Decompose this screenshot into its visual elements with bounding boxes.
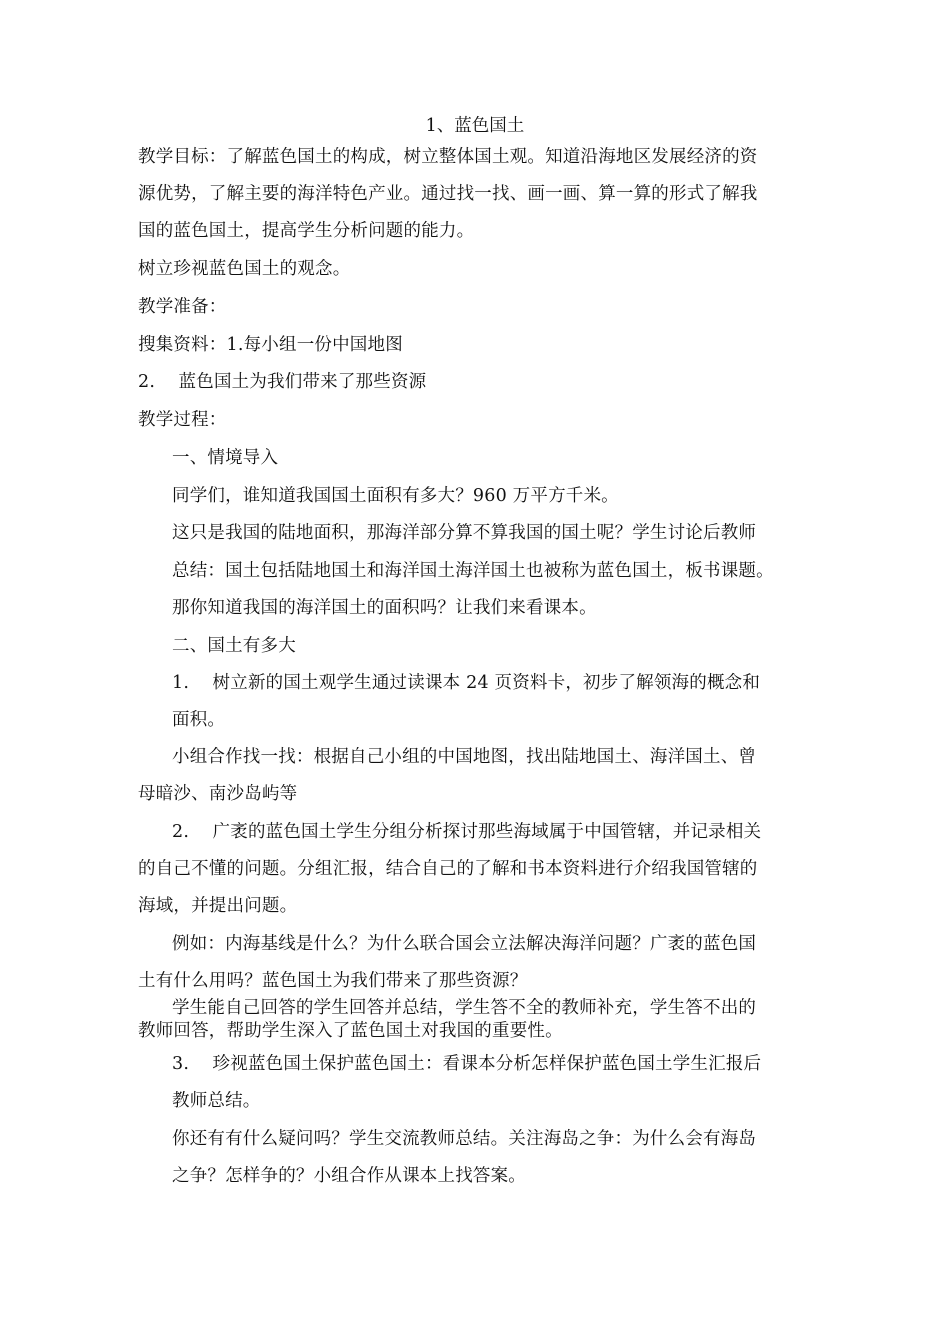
paragraph-line: 之争？怎样争的？小组合作从课本上找答案。 bbox=[172, 1166, 526, 1186]
objectives-line-2: 源优势，了解主要的海洋特色产业。通过找一找、画一画、算一算的形式了解我 bbox=[138, 184, 758, 204]
section-1-heading: 一、情境导入 bbox=[172, 448, 279, 468]
paragraph-line: 这只是我国的陆地面积，那海洋部分算不算我国的国土呢？学生讨论后教师 bbox=[172, 523, 757, 543]
paragraph-line: 那你知道我国的海洋国土的面积吗？让我们来看课本。 bbox=[172, 598, 597, 618]
paragraph-line: 教师回答，帮助学生深入了蓝色国土对我国的重要性。 bbox=[138, 1021, 563, 1041]
list-item-3-cont: 教师总结。 bbox=[172, 1091, 261, 1111]
page-title: 1、蓝色国土 bbox=[425, 116, 525, 136]
objectives-line-3: 国的蓝色国土，提高学生分析问题的能力。 bbox=[138, 221, 475, 241]
list-item-1: 1. 树立新的国土观学生通过读课本 24 页资料卡，初步了解领海的概念和 bbox=[172, 673, 761, 693]
list-item-2-cont: 海域，并提出问题。 bbox=[138, 896, 298, 916]
objectives-line-1: 教学目标：了解蓝色国土的构成，树立整体国土观。知道沿海地区发展经济的资 bbox=[138, 147, 758, 167]
process-heading: 教学过程： bbox=[138, 410, 227, 430]
paragraph-line: 土有什么用吗？蓝色国土为我们带来了那些资源？ bbox=[138, 971, 528, 991]
list-item-3: 3. 珍视蓝色国土保护蓝色国土：看课本分析怎样保护蓝色国土学生汇报后 bbox=[172, 1054, 762, 1074]
paragraph-line: 母暗沙、南沙岛屿等 bbox=[138, 784, 298, 804]
section-2-heading: 二、国土有多大 bbox=[172, 636, 296, 656]
paragraph-line: 你还有有什么疑问吗？学生交流教师总结。关注海岛之争：为什么会有海岛 bbox=[172, 1129, 757, 1149]
objectives-line-4: 树立珍视蓝色国土的观念。 bbox=[138, 259, 351, 279]
paragraph-line: 例如：内海基线是什么？为什么联合国会立法解决海洋问题？广袤的蓝色国 bbox=[172, 934, 757, 954]
paragraph-line: 小组合作找一找：根据自己小组的中国地图，找出陆地国土、海洋国土、曾 bbox=[172, 747, 757, 767]
list-item-2-cont: 的自己不懂的问题。分组汇报，结合自己的了解和书本资料进行介绍我国管辖的 bbox=[138, 859, 758, 879]
paragraph-line: 学生能自己回答的学生回答并总结，学生答不全的教师补充，学生答不出的 bbox=[172, 998, 757, 1018]
list-item-1-cont: 面积。 bbox=[172, 710, 226, 730]
list-item-2: 2. 广袤的蓝色国土学生分组分析探讨那些海域属于中国管辖，并记录相关 bbox=[172, 822, 762, 842]
preparation-heading: 教学准备： bbox=[138, 297, 227, 317]
paragraph-line: 同学们，谁知道我国国土面积有多大？960 万平方千米。 bbox=[172, 486, 619, 506]
preparation-item-2: 2. 蓝色国土为我们带来了那些资源 bbox=[138, 372, 427, 392]
paragraph-line: 总结：国土包括陆地国土和海洋国土海洋国土也被称为蓝色国土，板书课题。 bbox=[172, 561, 774, 581]
preparation-item-1: 搜集资料：1.每小组一份中国地图 bbox=[138, 335, 403, 355]
